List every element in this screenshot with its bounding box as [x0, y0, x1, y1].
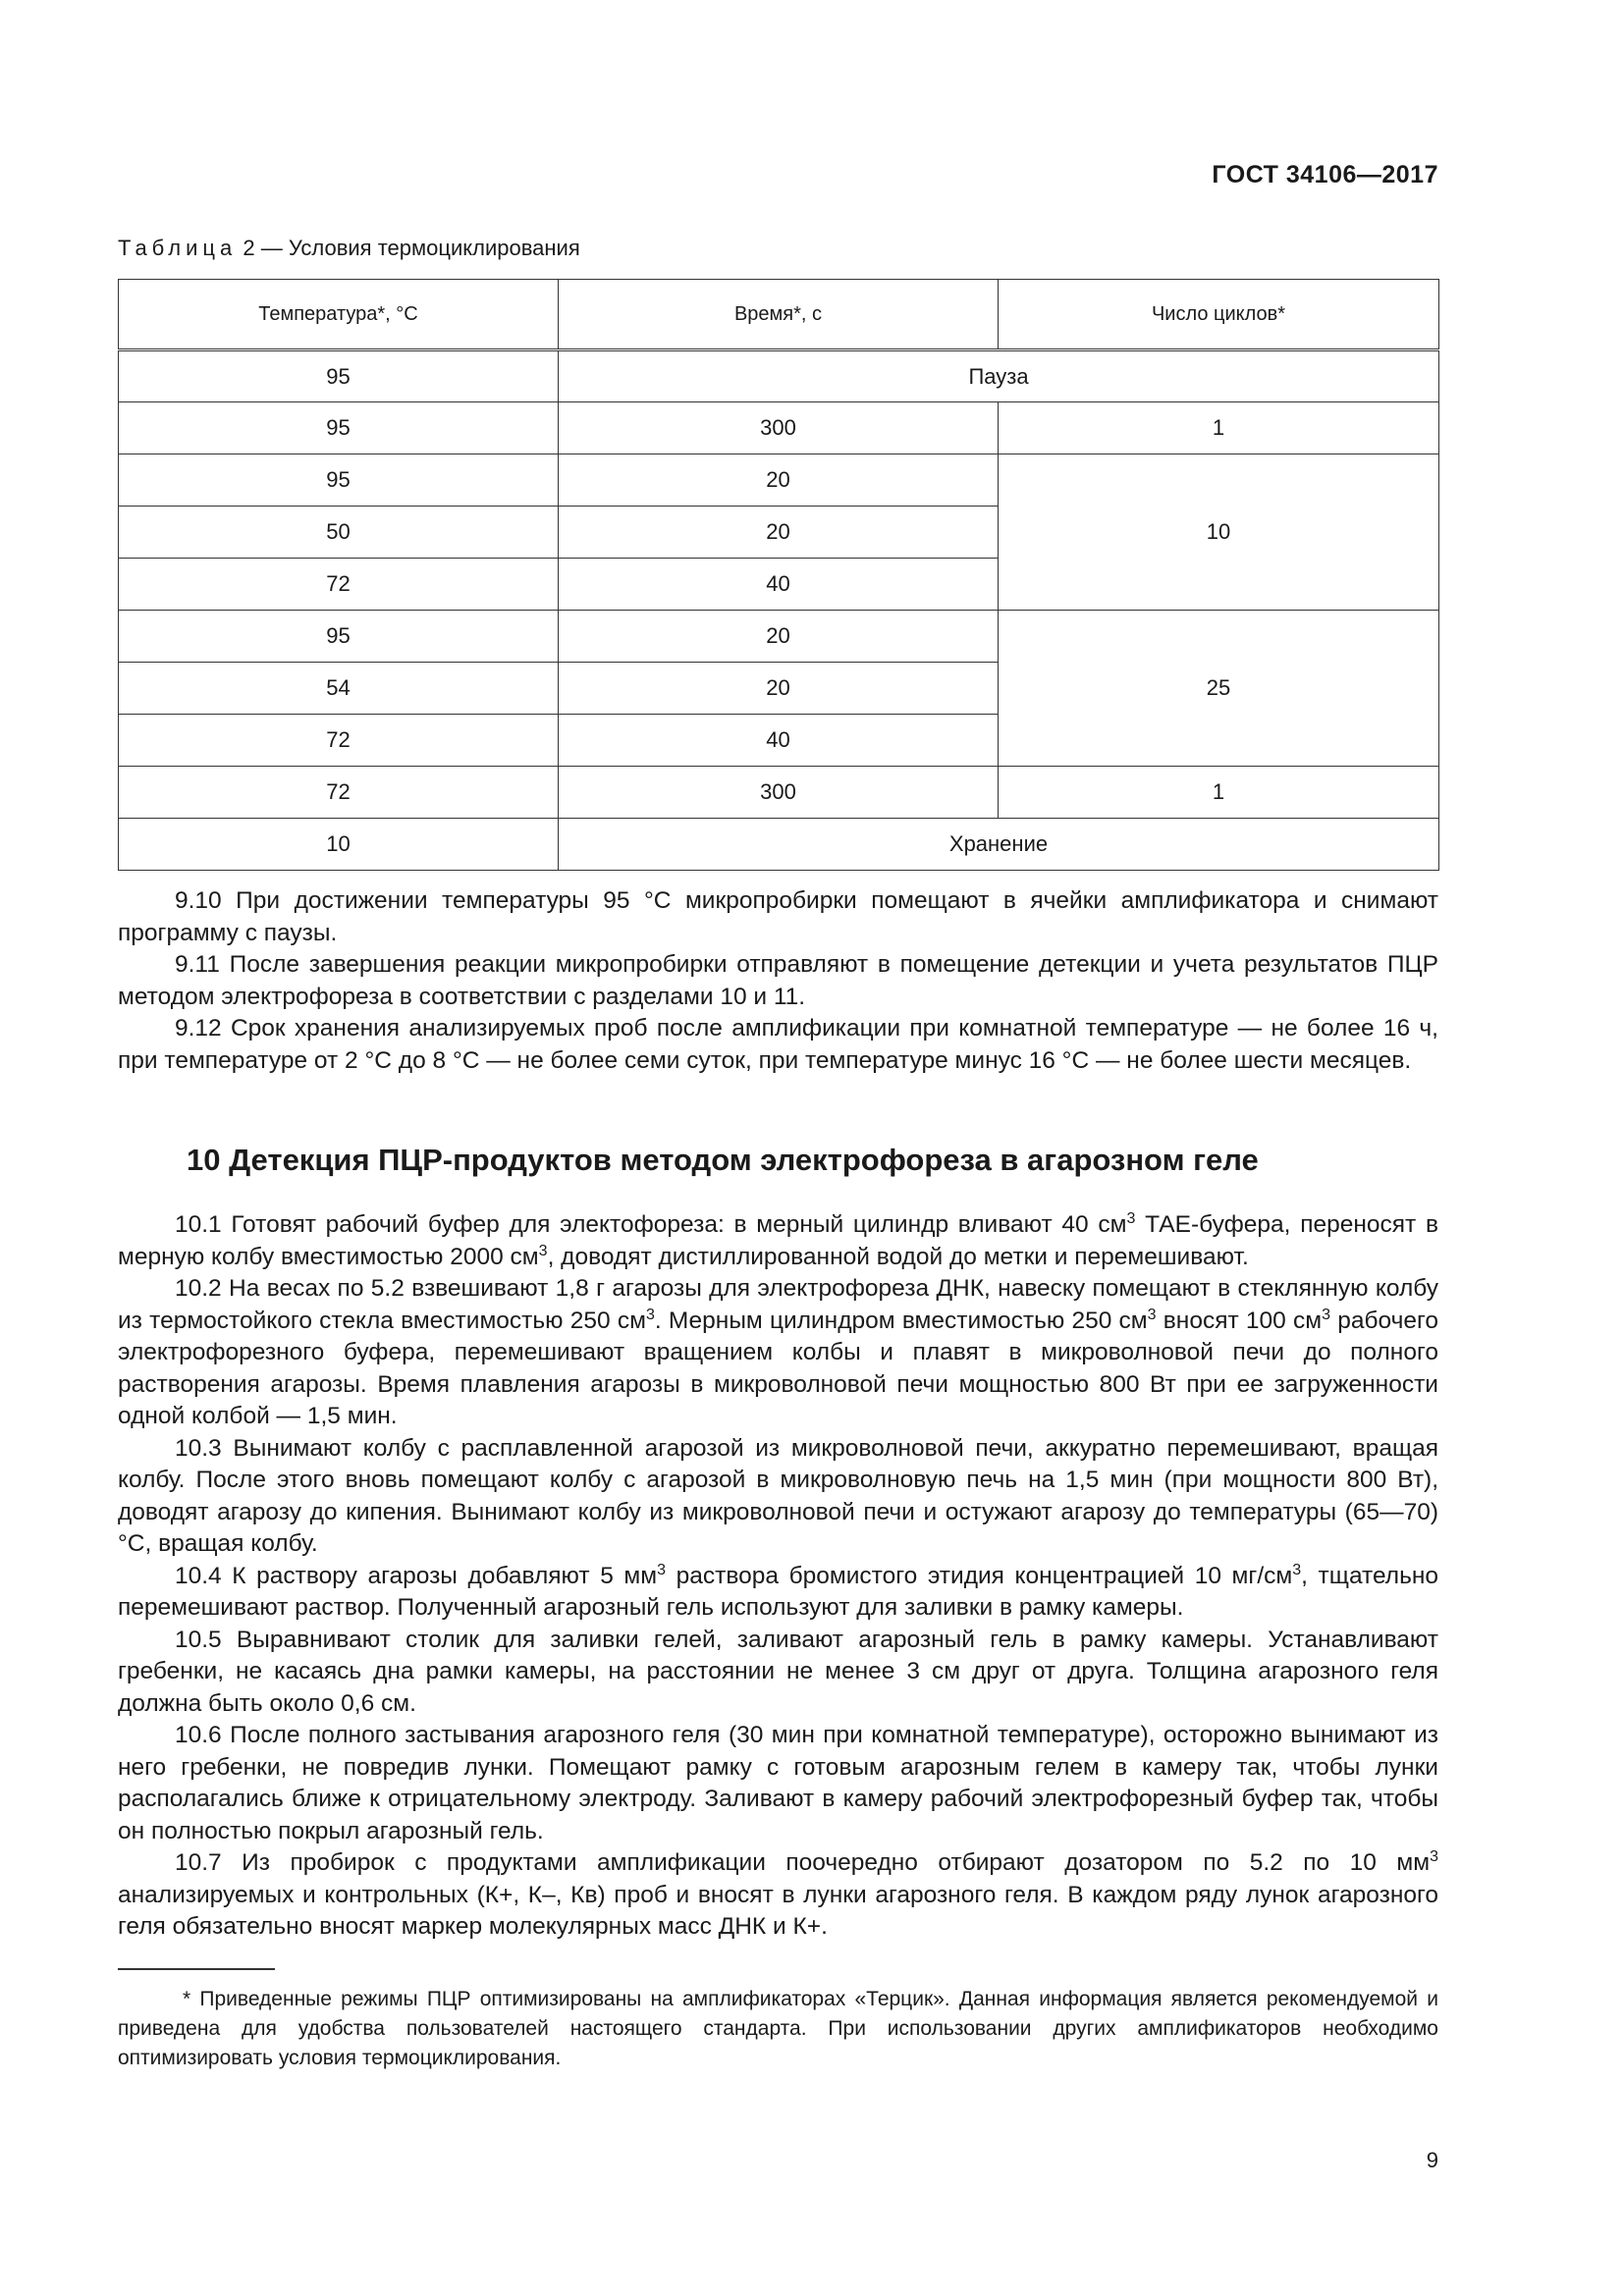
paragraph-10-2-text-c: вносят 100 см — [1156, 1307, 1323, 1334]
cell-time: 20 — [559, 507, 999, 559]
paragraph-10-2-text-d: рабочего электрофорезного буфера, перемешивают вращением колбы и плавят в микроволновой печи до полного растворения агарозы. Время плавления агарозы в микроволновой печи мощностью 800 Вт при ее загруженности одной колбой — 1,5 мин. — [118, 1307, 1438, 1429]
superscript-3: 3 — [538, 1242, 548, 1259]
superscript-3: 3 — [1126, 1209, 1136, 1227]
cell-time: Хранение — [559, 819, 1439, 871]
superscript-3: 3 — [645, 1306, 655, 1323]
table-caption-prefix: Таблица — [118, 236, 238, 260]
superscript-3: 3 — [1322, 1306, 1330, 1323]
paragraph-9-11: 9.11 После завершения реакции микропробирки отправляют в помещение детекции и учета результатов ПЦР методом электрофореза в соответствии с разделами 10 и 11. — [118, 951, 1438, 1010]
cell-time: 40 — [559, 715, 999, 767]
col-header-temperature: Температура*, °C — [119, 280, 559, 350]
section-10-paragraphs — [118, 1209, 1438, 1944]
paragraph-10-4-text-b: раствора бромистого этидия концентрацией 10 мг/см — [666, 1562, 1293, 1589]
table-caption-title: — Условия термоциклирования — [254, 236, 580, 260]
paragraph-10-1-text-c: , доводят дистиллированной водой до метки и перемешивают. — [547, 1243, 1249, 1270]
cell-temperature: 50 — [119, 507, 559, 559]
paragraph-10-3: 10.3 Вынимают колбу с расплавленной агарозой из микроволновой печи, аккуратно перемешивают, вращая колбу. После этого вновь помещают колбу с агарозой в микроволновую печь на 1,5 мин (при мощности 800 Вт), доводят агарозу до кипения. Вынимают колбу из микроволновой печи и остужают агарозу до температуры (65—70) °С, вращая колбу. — [118, 1434, 1438, 1557]
cell-time: 300 — [559, 767, 999, 819]
table-row — [119, 454, 1439, 507]
cell-time: 20 — [559, 454, 999, 507]
cell-temperature: 95 — [119, 350, 559, 402]
cell-time: 20 — [559, 663, 999, 715]
col-header-cycles: Число циклов* — [999, 280, 1439, 350]
paragraph-10-7 — [118, 1847, 1438, 1944]
paragraph-9-12: 9.12 Срок хранения анализируемых проб после амплификации при комнатной температуре — не более 16 ч, при температуре от 2 °С до 8 °С — не более семи суток, при температуре минус 16 °С — не более шести месяцев. — [118, 1015, 1438, 1074]
cell-time: Пауза — [559, 350, 1439, 402]
cell-time: 40 — [559, 559, 999, 611]
paragraph-10-4 — [118, 1561, 1438, 1625]
cell-cycles: 25 — [999, 611, 1439, 767]
section-9-paragraphs — [118, 885, 1438, 1077]
table-caption — [118, 236, 580, 261]
paragraph-10-7-text-b: анализируемых и контрольных (К+, К–, Кв) проб и вносят в лунки агарозного геля. В каждом ряду лунок агарозного геля обязательно вносят маркер молекулярных масс ДНК и К+. — [118, 1881, 1438, 1940]
table-row — [119, 350, 1439, 402]
paragraph-10-2 — [118, 1273, 1438, 1433]
superscript-3: 3 — [1292, 1561, 1302, 1578]
table-row — [119, 611, 1439, 663]
paragraph-10-5: 10.5 Выравнивают столик для заливки гелей, заливают агарозный гель в рамку камеры. Устанавливают гребенки, не касаясь дна рамки камеры, на расстоянии не менее 3 см друг от друга. Толщина агарозного геля должна быть около 0,6 см. — [118, 1626, 1438, 1717]
paragraph-10-4-text-a: 10.4 К раствору агарозы добавляют 5 мм — [175, 1562, 658, 1589]
paragraph-10-7-text-a: 10.7 Из пробирок с продуктами амплификации поочередно отбирают дозатором по 5.2 по 10 мм — [175, 1849, 1431, 1876]
paragraph-10-2-text-a: 10.2 На весах по 5.2 взвешивают 1,8 г агарозы для электрофореза ДНК, навеску помещают в стеклянную колбу из термостойкого стекла вместимостью 250 см — [118, 1275, 1438, 1334]
page-number: 9 — [1426, 2148, 1438, 2172]
document-code: ГОСТ 34106—2017 — [1212, 161, 1438, 188]
cell-temperature: 95 — [119, 454, 559, 507]
footnote-divider — [118, 1968, 275, 1970]
section-10-heading: 10 Детекция ПЦР-продуктов методом электрофореза в агарозном геле — [187, 1143, 1259, 1177]
cell-temperature: 10 — [119, 819, 559, 871]
cell-temperature: 72 — [119, 767, 559, 819]
paragraph-10-1 — [118, 1209, 1438, 1273]
cell-temperature: 95 — [119, 611, 559, 663]
paragraph-10-2-text-b: . Мерным цилиндром вместимостью 250 см — [654, 1307, 1148, 1334]
paragraph-10-1-text-b: ТАЕ-буфера, переносят в мерную колбу вместимостью 2000 см — [118, 1211, 1438, 1270]
cell-temperature: 95 — [119, 402, 559, 454]
cell-temperature: 54 — [119, 663, 559, 715]
thermocycling-table — [118, 279, 1439, 871]
table-row — [119, 767, 1439, 819]
footnote-text: * Приведенные режимы ПЦР оптимизированы на амплификаторах «Терцик». Данная информация является рекомендуемой и приведена для удобства пользователей настоящего стандарта. При использовании других амплификаторов необходимо оптимизировать условия термоциклирования. — [118, 1988, 1438, 2069]
cell-cycles: 1 — [999, 402, 1439, 454]
table-row — [119, 402, 1439, 454]
superscript-3: 3 — [657, 1561, 667, 1578]
paragraph-10-1-text-a: 10.1 Готовят рабочий буфер для электофореза: в мерный цилиндр вливают 40 см — [175, 1211, 1127, 1238]
superscript-3: 3 — [1430, 1847, 1438, 1865]
paragraph-10-6: 10.6 После полного застывания агарозного геля (30 мин при комнатной температуре), осторожно вынимают из него гребенки, не повредив лунки. Помещают рамку с готовым агарозным гелем в камеру так, чтобы лунки располагались ближе к отрицательному электроду. Заливают в камеру рабочий электрофорезный буфер так, чтобы он полностью покрыл агарозный гель. — [118, 1722, 1438, 1844]
cell-cycles: 10 — [999, 454, 1439, 611]
paragraph-10-4-text-c: , тщательно перемешивают раствор. Полученный агарозный гель используют для заливки в рамку камеры. — [118, 1562, 1439, 1621]
cell-time: 300 — [559, 402, 999, 454]
superscript-3: 3 — [1147, 1306, 1157, 1323]
footnote — [118, 1985, 1438, 2073]
paragraph-9-10: 9.10 При достижении температуры 95 °С микропробирки помещают в ячейки амплификатора и снимают программу с паузы. — [118, 887, 1438, 946]
cell-temperature: 72 — [119, 715, 559, 767]
cell-temperature: 72 — [119, 559, 559, 611]
table-caption-number: 2 — [243, 236, 255, 260]
cell-time: 20 — [559, 611, 999, 663]
table-header-row — [119, 280, 1439, 350]
col-header-time: Время*, с — [559, 280, 999, 350]
table-row — [119, 819, 1439, 871]
cell-cycles: 1 — [999, 767, 1439, 819]
